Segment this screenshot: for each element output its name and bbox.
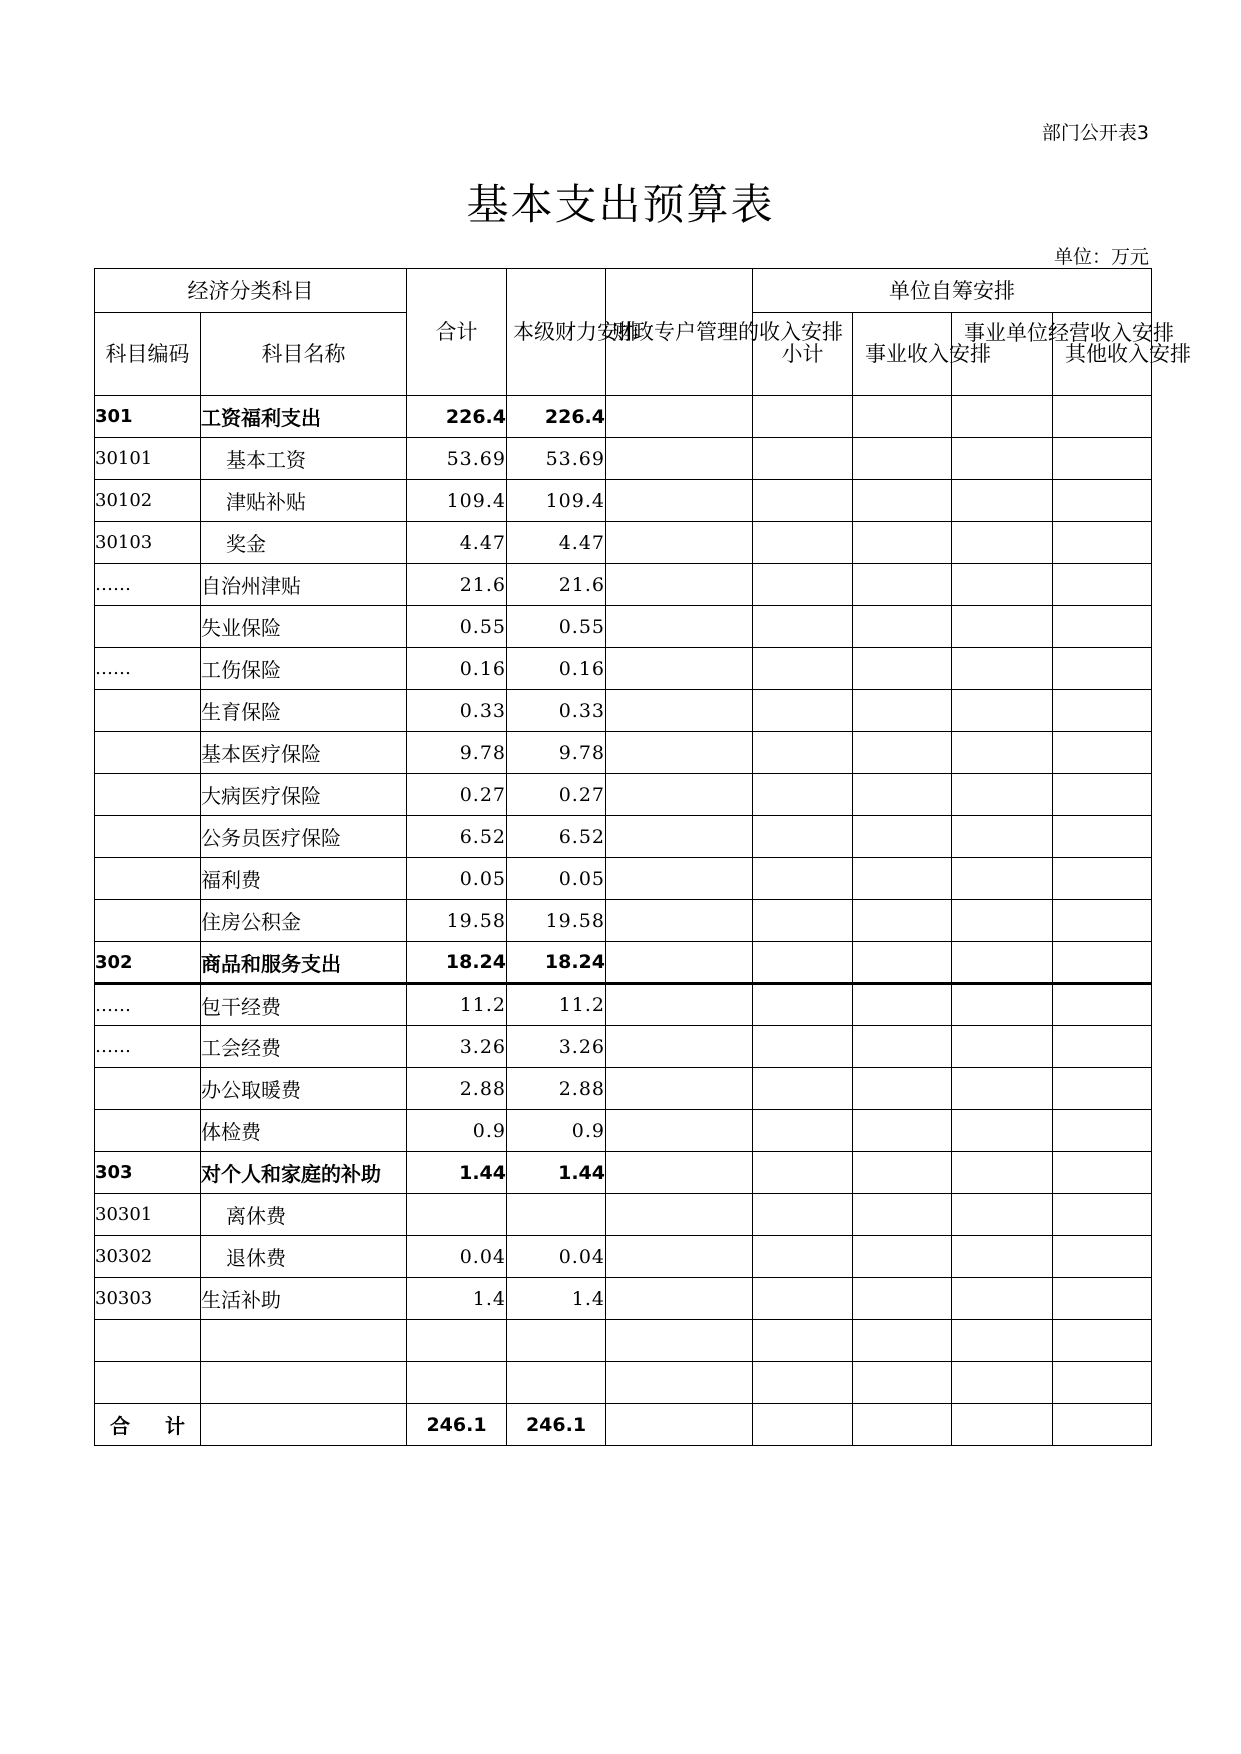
- cell-career-income: [853, 1068, 952, 1110]
- table-row: [95, 648, 1152, 690]
- cell-special-account: [606, 1194, 753, 1236]
- cell-career-income: [853, 858, 952, 900]
- cell-name: 办公取暖费: [201, 1068, 407, 1110]
- cell-career-income: [853, 732, 952, 774]
- cell-code: 303: [95, 1152, 201, 1194]
- cell-career-income: [853, 1404, 952, 1446]
- cell-name: 对个人和家庭的补助: [201, 1152, 407, 1194]
- cell-career-income: [853, 396, 952, 438]
- header-business-income-text: 事业单位经营收入安排: [964, 321, 1174, 345]
- table-row: [95, 900, 1152, 942]
- cell-subtotal: [753, 522, 853, 564]
- table-row: [95, 858, 1152, 900]
- cell-other-income: [1053, 1404, 1152, 1446]
- cell-special-account: [606, 732, 753, 774]
- cell-name: 工会经费: [201, 1026, 407, 1068]
- cell-total: 0.16: [407, 648, 507, 690]
- cell-own-funds: 109.4: [507, 480, 606, 522]
- cell-career-income: [853, 984, 952, 1026]
- cell-special-account: [606, 942, 753, 984]
- cell-total: 4.47: [407, 522, 507, 564]
- table-row: [95, 438, 1152, 480]
- cell-name: [201, 1320, 407, 1362]
- cell-code: [95, 1320, 201, 1362]
- cell-name: 退休费: [201, 1236, 407, 1278]
- cell-total: 6.52: [407, 816, 507, 858]
- table-row: [95, 732, 1152, 774]
- cell-own-funds: 1.4: [507, 1278, 606, 1320]
- cell-other-income: [1053, 1194, 1152, 1236]
- header-code: 科目编码: [95, 313, 201, 396]
- cell-code: ……: [95, 648, 201, 690]
- cell-own-funds: 1.44: [507, 1152, 606, 1194]
- cell-subtotal: [753, 606, 853, 648]
- cell-own-funds: [507, 1194, 606, 1236]
- cell-business-income: [952, 396, 1053, 438]
- cell-subtotal: [753, 984, 853, 1026]
- cell-career-income: [853, 564, 952, 606]
- cell-business-income: [952, 816, 1053, 858]
- cell-special-account: [606, 774, 753, 816]
- cell-total: 1.4: [407, 1278, 507, 1320]
- cell-own-funds: 0.33: [507, 690, 606, 732]
- cell-business-income: [952, 648, 1053, 690]
- header-subtotal: 小计: [753, 313, 853, 396]
- cell-career-income: [853, 1152, 952, 1194]
- header-career-income: [853, 313, 991, 396]
- cell-code: 30102: [95, 480, 201, 522]
- cell-other-income: [1053, 606, 1152, 648]
- cell-other-income: [1053, 900, 1152, 942]
- cell-business-income: [952, 1026, 1053, 1068]
- table-row: [95, 690, 1152, 732]
- cell-other-income: [1053, 1320, 1152, 1362]
- cell-code: [95, 1068, 201, 1110]
- cell-special-account: [606, 564, 753, 606]
- cell-other-income: [1053, 1278, 1152, 1320]
- cell-total: 0.9: [407, 1110, 507, 1152]
- cell-name: 生育保险: [201, 690, 407, 732]
- cell-code: 30301: [95, 1194, 201, 1236]
- header-career-income-text: 事业收入安排: [865, 342, 991, 366]
- cell-total: 3.26: [407, 1026, 507, 1068]
- cell-own-funds: 9.78: [507, 732, 606, 774]
- total-label: 合 计: [95, 1404, 201, 1446]
- cell-career-income: [853, 606, 952, 648]
- cell-name: 公务员医疗保险: [201, 816, 407, 858]
- cell-career-income: [853, 438, 952, 480]
- cell-other-income: [1053, 564, 1152, 606]
- cell-special-account: [606, 648, 753, 690]
- cell-other-income: [1053, 1236, 1152, 1278]
- cell-own-funds: [507, 1362, 606, 1404]
- cell-business-income: [952, 900, 1053, 942]
- cell-subtotal: [753, 1236, 853, 1278]
- cell-career-income: [853, 774, 952, 816]
- cell-own-funds: 18.24: [507, 942, 606, 984]
- cell-code: [95, 816, 201, 858]
- table-row: [95, 522, 1152, 564]
- header-total: 合计: [407, 269, 507, 396]
- cell-subtotal: [753, 900, 853, 942]
- total-own-funds: 246.1: [507, 1404, 606, 1446]
- cell-other-income: [1053, 984, 1152, 1026]
- table-row: [95, 1110, 1152, 1152]
- cell-other-income: [1053, 1068, 1152, 1110]
- cell-special-account: [606, 1026, 753, 1068]
- cell-business-income: [952, 984, 1053, 1026]
- cell-code: [95, 690, 201, 732]
- cell-name: 离休费: [201, 1194, 407, 1236]
- cell-business-income: [952, 480, 1053, 522]
- cell-subtotal: [753, 732, 853, 774]
- cell-business-income: [952, 1278, 1053, 1320]
- table-row: [95, 480, 1152, 522]
- cell-total: 1.44: [407, 1152, 507, 1194]
- cell-name: 福利费: [201, 858, 407, 900]
- cell-business-income: [952, 1068, 1053, 1110]
- cell-career-income: [853, 1320, 952, 1362]
- cell-other-income: [1053, 816, 1152, 858]
- cell-name: 工伤保险: [201, 648, 407, 690]
- cell-code: ……: [95, 1026, 201, 1068]
- header-own-funds-text: 本级财力安排: [513, 320, 639, 344]
- cell-name: 基本医疗保险: [201, 732, 407, 774]
- table-row: [95, 984, 1152, 1026]
- cell-subtotal: [753, 1404, 853, 1446]
- cell-special-account: [606, 438, 753, 480]
- cell-subtotal: [753, 774, 853, 816]
- cell-own-funds: 53.69: [507, 438, 606, 480]
- cell-subtotal: [753, 564, 853, 606]
- cell-business-income: [952, 1362, 1053, 1404]
- cell-subtotal: [753, 1194, 853, 1236]
- cell-own-funds: 6.52: [507, 816, 606, 858]
- cell-total: [407, 1362, 507, 1404]
- cell-special-account: [606, 606, 753, 648]
- cell-code: [95, 606, 201, 648]
- budget-table: [94, 268, 1191, 1446]
- cell-total: 0.33: [407, 690, 507, 732]
- cell-career-income: [853, 480, 952, 522]
- cell-total: 9.78: [407, 732, 507, 774]
- cell-other-income: [1053, 690, 1152, 732]
- cell-special-account: [606, 690, 753, 732]
- cell-code: 301: [95, 396, 201, 438]
- cell-other-income: [1053, 1152, 1152, 1194]
- cell-name: [201, 1362, 407, 1404]
- cell-code: ……: [95, 564, 201, 606]
- cell-code: 302: [95, 942, 201, 984]
- cell-career-income: [853, 1110, 952, 1152]
- cell-career-income: [853, 816, 952, 858]
- cell-special-account: [606, 858, 753, 900]
- cell-code: [95, 774, 201, 816]
- cell-own-funds: 4.47: [507, 522, 606, 564]
- cell-own-funds: 0.04: [507, 1236, 606, 1278]
- cell-career-income: [853, 648, 952, 690]
- cell-business-income: [952, 1194, 1053, 1236]
- header-name: 科目名称: [201, 313, 407, 396]
- cell-subtotal: [753, 1362, 853, 1404]
- cell-own-funds: 0.05: [507, 858, 606, 900]
- cell-special-account: [606, 1278, 753, 1320]
- table-row: [95, 1194, 1152, 1236]
- cell-special-account: [606, 396, 753, 438]
- cell-subtotal: [753, 1026, 853, 1068]
- cell-other-income: [1053, 774, 1152, 816]
- cell-business-income: [952, 858, 1053, 900]
- cell-special-account: [606, 984, 753, 1026]
- cell-subtotal: [753, 942, 853, 984]
- cell-total: 0.27: [407, 774, 507, 816]
- cell-special-account: [606, 1362, 753, 1404]
- cell-business-income: [952, 564, 1053, 606]
- cell-business-income: [952, 1404, 1053, 1446]
- cell-other-income: [1053, 1026, 1152, 1068]
- cell-career-income: [853, 690, 952, 732]
- cell-total: 21.6: [407, 564, 507, 606]
- cell-own-funds: 3.26: [507, 1026, 606, 1068]
- cell-total: 19.58: [407, 900, 507, 942]
- cell-name: 失业保险: [201, 606, 407, 648]
- cell-total: 53.69: [407, 438, 507, 480]
- cell-own-funds: 19.58: [507, 900, 606, 942]
- cell-other-income: [1053, 648, 1152, 690]
- cell-business-income: [952, 1152, 1053, 1194]
- cell-business-income: [952, 774, 1053, 816]
- cell-special-account: [606, 1110, 753, 1152]
- cell-code: [95, 1110, 201, 1152]
- cell-name: [201, 1404, 407, 1446]
- total-row: [95, 1404, 1152, 1446]
- cell-other-income: [1053, 396, 1152, 438]
- cell-special-account: [606, 900, 753, 942]
- cell-other-income: [1053, 858, 1152, 900]
- cell-total: 226.4: [407, 396, 507, 438]
- cell-special-account: [606, 522, 753, 564]
- cell-total: 18.24: [407, 942, 507, 984]
- cell-own-funds: 226.4: [507, 396, 606, 438]
- cell-name: 大病医疗保险: [201, 774, 407, 816]
- cell-subtotal: [753, 1152, 853, 1194]
- cell-total: [407, 1194, 507, 1236]
- table-row: [95, 606, 1152, 648]
- header-other-income-text: 其他收入安排: [1065, 342, 1191, 366]
- table-row: [95, 1236, 1152, 1278]
- cell-name: 住房公积金: [201, 900, 407, 942]
- cell-business-income: [952, 1110, 1053, 1152]
- cell-code: [95, 732, 201, 774]
- cell-other-income: [1053, 480, 1152, 522]
- table-row: [95, 1152, 1152, 1194]
- cell-subtotal: [753, 1278, 853, 1320]
- table-row: [95, 1278, 1152, 1320]
- table-row: [95, 942, 1152, 984]
- cell-career-income: [853, 522, 952, 564]
- cell-other-income: [1053, 522, 1152, 564]
- cell-name: 津贴补贴: [201, 480, 407, 522]
- cell-name: 生活补助: [201, 1278, 407, 1320]
- cell-own-funds: 0.27: [507, 774, 606, 816]
- table-row: [95, 396, 1152, 438]
- cell-code: [95, 1362, 201, 1404]
- cell-career-income: [853, 1362, 952, 1404]
- total-sum: 246.1: [407, 1404, 507, 1446]
- cell-name: 工资福利支出: [201, 396, 407, 438]
- cell-total: 0.05: [407, 858, 507, 900]
- cell-name: 包干经费: [201, 984, 407, 1026]
- cell-total: 109.4: [407, 480, 507, 522]
- cell-subtotal: [753, 816, 853, 858]
- cell-career-income: [853, 1278, 952, 1320]
- cell-subtotal: [753, 480, 853, 522]
- cell-own-funds: 11.2: [507, 984, 606, 1026]
- cell-total: 11.2: [407, 984, 507, 1026]
- cell-name: 基本工资: [201, 438, 407, 480]
- cell-career-income: [853, 1026, 952, 1068]
- cell-career-income: [853, 1236, 952, 1278]
- cell-special-account: [606, 480, 753, 522]
- form-tag: 部门公开表3: [1041, 122, 1149, 144]
- cell-code: 30302: [95, 1236, 201, 1278]
- cell-name: 奖金: [201, 522, 407, 564]
- cell-total: [407, 1320, 507, 1362]
- unit-label: 单位：万元: [1053, 246, 1149, 268]
- header-econ-group: 经济分类科目: [95, 269, 407, 313]
- cell-business-income: [952, 942, 1053, 984]
- header-special-account-text: 财政专户管理的收入安排: [612, 320, 843, 344]
- cell-own-funds: 0.55: [507, 606, 606, 648]
- cell-code: 30103: [95, 522, 201, 564]
- header-own-funds: [507, 269, 639, 396]
- cell-other-income: [1053, 1362, 1152, 1404]
- table-row: [95, 1320, 1152, 1362]
- cell-subtotal: [753, 690, 853, 732]
- cell-total: 0.55: [407, 606, 507, 648]
- page-title: 基本支出预算表: [466, 180, 775, 229]
- cell-other-income: [1053, 1110, 1152, 1152]
- cell-special-account: [606, 1152, 753, 1194]
- cell-subtotal: [753, 396, 853, 438]
- table-row: [95, 1362, 1152, 1404]
- cell-own-funds: 0.9: [507, 1110, 606, 1152]
- cell-special-account: [606, 1068, 753, 1110]
- cell-business-income: [952, 606, 1053, 648]
- cell-business-income: [952, 732, 1053, 774]
- cell-subtotal: [753, 648, 853, 690]
- cell-total: 2.88: [407, 1068, 507, 1110]
- cell-own-funds: 21.6: [507, 564, 606, 606]
- cell-subtotal: [753, 858, 853, 900]
- cell-business-income: [952, 1236, 1053, 1278]
- table-row: [95, 1026, 1152, 1068]
- cell-business-income: [952, 522, 1053, 564]
- cell-special-account: [606, 816, 753, 858]
- cell-name: 体检费: [201, 1110, 407, 1152]
- cell-special-account: [606, 1320, 753, 1362]
- cell-name: 自治州津贴: [201, 564, 407, 606]
- cell-name: 商品和服务支出: [201, 942, 407, 984]
- table-row: [95, 774, 1152, 816]
- table-row: [95, 816, 1152, 858]
- header-self-group: 单位自筹安排: [753, 269, 1152, 313]
- cell-code: 30303: [95, 1278, 201, 1320]
- cell-other-income: [1053, 438, 1152, 480]
- cell-own-funds: 0.16: [507, 648, 606, 690]
- cell-other-income: [1053, 732, 1152, 774]
- cell-career-income: [853, 942, 952, 984]
- table-row: [95, 1068, 1152, 1110]
- cell-code: [95, 900, 201, 942]
- cell-own-funds: [507, 1320, 606, 1362]
- table-row: [95, 564, 1152, 606]
- cell-code: ……: [95, 984, 201, 1026]
- cell-career-income: [853, 1194, 952, 1236]
- cell-career-income: [853, 900, 952, 942]
- cell-code: 30101: [95, 438, 201, 480]
- cell-code: [95, 858, 201, 900]
- cell-business-income: [952, 690, 1053, 732]
- cell-subtotal: [753, 1110, 853, 1152]
- cell-special-account: [606, 1236, 753, 1278]
- cell-special-account: [606, 1404, 753, 1446]
- cell-other-income: [1053, 942, 1152, 984]
- cell-subtotal: [753, 1320, 853, 1362]
- cell-total: 0.04: [407, 1236, 507, 1278]
- cell-subtotal: [753, 438, 853, 480]
- cell-business-income: [952, 1320, 1053, 1362]
- cell-subtotal: [753, 1068, 853, 1110]
- cell-own-funds: 2.88: [507, 1068, 606, 1110]
- cell-business-income: [952, 438, 1053, 480]
